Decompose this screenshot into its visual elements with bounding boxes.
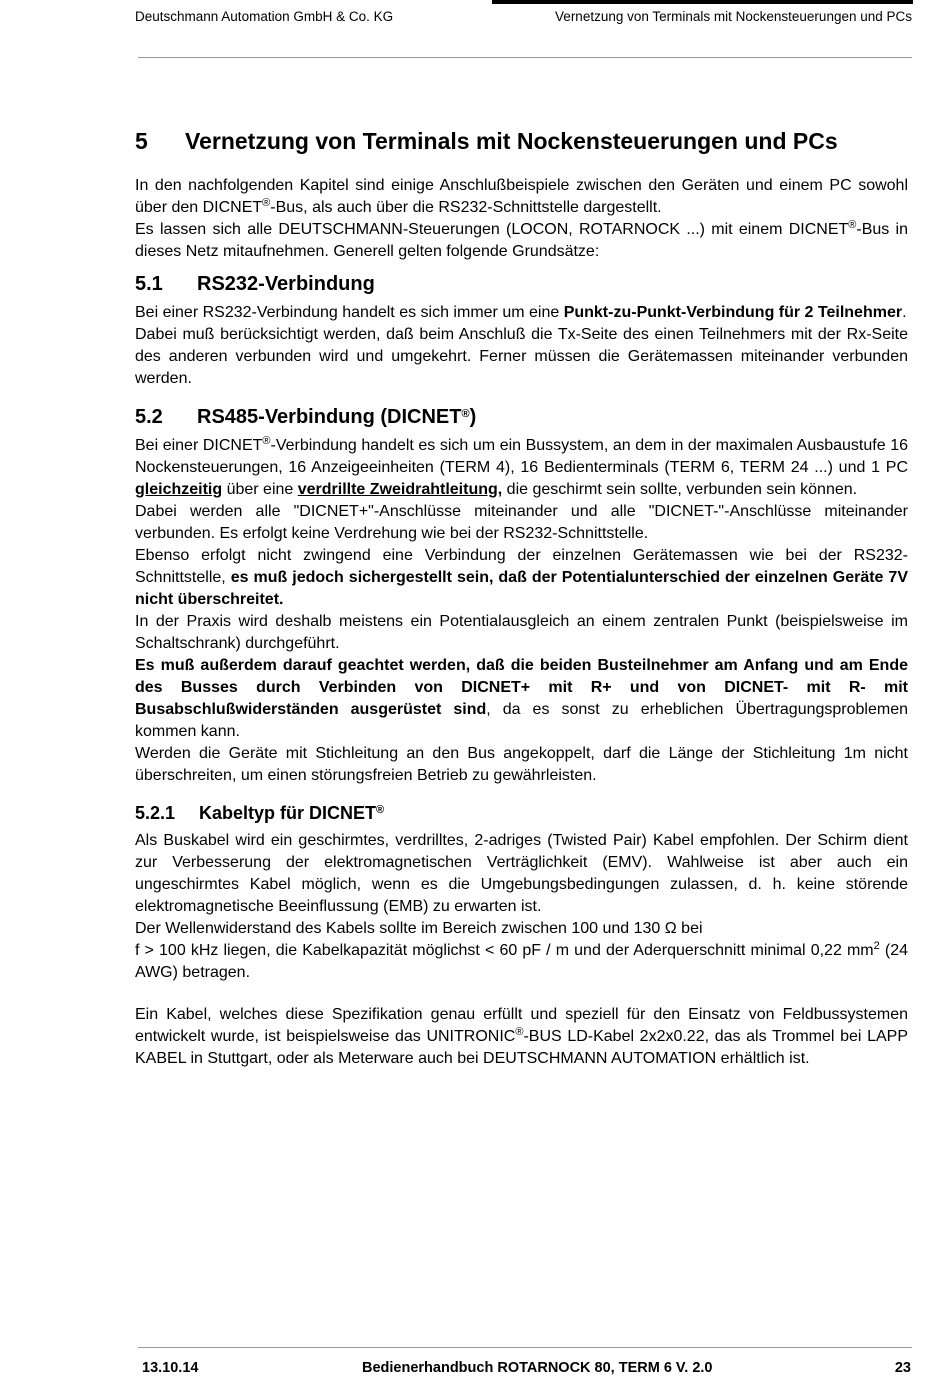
header-company: Deutschmann Automation GmbH & Co. KG [135, 9, 394, 24]
paragraph-5-2-e: Es muß außerdem darauf geachtet werden, daß die beiden Busteilnehmer am Anfang und am Ende des Busses durch Verbinden von DICNET+ mit R+ und von DICNET- mit R- mit Busabschlußwiderständen ausgerüstet sind, da es sonst zu erheblichen Übertragungsproblemen kommen kann. [135, 657, 908, 740]
section-heading-5-1: 5.1 RS232-Verbindung [135, 273, 375, 295]
paragraph-5-2-1-c: Ein Kabel, welches diese Spezifikation genau erfüllt und speziell für den Einsatz von Feldbussystemen entwickelt wurde, ist beispielsweise das UNITRONIC®-BUS LD-Kabel 2x2x0.22, das als Trommel bei LAPP KABEL in Stuttgart, oder als Meterware auch bei DEUTSCHMANN AUTOMATION erhältlich ist. [135, 1006, 909, 1067]
chapter-title: Vernetzung von Terminals mit Nockensteuerungen und PCs [185, 128, 838, 154]
document-body [135, 128, 908, 1070]
section-heading-5-2: 5.2 RS485-Verbindung (DICNET®) [135, 406, 477, 428]
paragraph-5-2-1-a: Als Buskabel wird ein geschirmtes, verdrilltes, 2-adriges (Twisted Pair) Kabel empfohlen. Der Schirm dient zur Verbesserung der elektromagnetischen Verträglichkeit (EMV). Wahlweise ist aber auch ein ungeschirmtes Kabel möglich, wenn es die Umgebungsbedingungen zulassen, d. h. keine störende elektromagnetische Beeinflussung (EMB) zu erwarten ist. [135, 832, 908, 915]
header-title: Vernetzung von Terminals mit Nockensteuerungen und PCs [555, 9, 912, 24]
chapter-intro: In den nachfolgenden Kapitel sind einige Anschlußbeispiele zwischen den Geräten und einem PC sowohl über den DICNET®-Bus, als auch über die RS232-Schnittstelle dargestellt. Es lassen sich alle DEUTSCHMANN-Steuerungen (LOCON, ROTARNOCK ...) mit einem DICNET®-Bus in dieses Netz mitaufnehmen. Generell gelten folgende Grundsätze: [135, 177, 908, 260]
paragraph-5-2-1-b: Der Wellenwiderstand des Kabels sollte im Bereich zwischen 100 und 130 Ω bei f > 100 kHz liegen, die Kabelkapazität möglichst < 60 pF / m und der Aderquerschnitt minimal 0,22 $mm^2$ (24 AWG) betragen. [135, 920, 909, 981]
paragraph-5-2-d: In der Praxis wird deshalb meistens ein Potentialausgleich an einem zentralen Punkt (beispielsweise im Schaltschrank) durchgeführt. [135, 613, 908, 652]
footer-divider [138, 1347, 912, 1348]
chapter-number: 5 [135, 128, 148, 154]
footer-manual: Bedienerhandbuch ROTARNOCK 80, TERM 6 V. 2.0 [362, 1360, 713, 1376]
paragraph-5-2-f: Werden die Geräte mit Stichleitung an den Bus angekoppelt, darf die Länge der Stichleitung 1m nicht überschreiten, um einen störungsfreien Betrieb zu gewährleisten. [135, 745, 908, 784]
paragraph-5-2-c: Ebenso erfolgt nicht zwingend eine Verbindung der einzelnen Gerätemassen wie bei der RS232-Schnittstelle, es muß jedoch sichergestellt sein, daß der Potentialunterschied der einzelnen Geräte 7V nicht überschreitet. [135, 547, 909, 608]
header-rule-top [492, 0, 913, 4]
paragraph-5-1-a: Bei einer RS232-Verbindung handelt es sich immer um eine Punkt-zu-Punkt-Verbindung für 2 Teilnehmer. [135, 304, 907, 321]
header-divider [138, 57, 912, 58]
paragraph-5-2-a: Bei einer DICNET®-Verbindung handelt es sich um ein Bussystem, an dem in der maximalen Ausbaustufe 16 Nockensteuerungen, 16 Anzeigeeinheiten (TERM 4), 16 Bedienterminals (TERM 6, TERM 24 ...) und 1 PC gleichzeitig über eine verdrillte Zweidrahtleitung, die geschirmt sein sollte, verbunden sein können. [135, 435, 908, 498]
paragraph-5-1-b: Dabei muß berücksichtigt werden, daß beim Anschluß die Tx-Seite des einen Teilnehmers mit der Rx-Seite des anderen verbunden wird und umgekehrt. Ferner müssen die Gerätemassen miteinander verbunden werden. [135, 326, 908, 387]
footer-date: 13.10.14 [142, 1360, 199, 1376]
section-heading-5-2-1: 5.2.1 Kabeltyp für DICNET® [135, 803, 385, 823]
paragraph-5-2-b: Dabei werden alle "DICNET+"-Anschlüsse miteinander und alle "DICNET-"-Anschlüsse miteinander verbunden. Es erfolgt keine Verdrehung wie bei der RS232-Schnittstelle. [135, 503, 908, 542]
footer-page-number: 23 [894, 1360, 911, 1376]
chapter-heading [135, 128, 908, 155]
